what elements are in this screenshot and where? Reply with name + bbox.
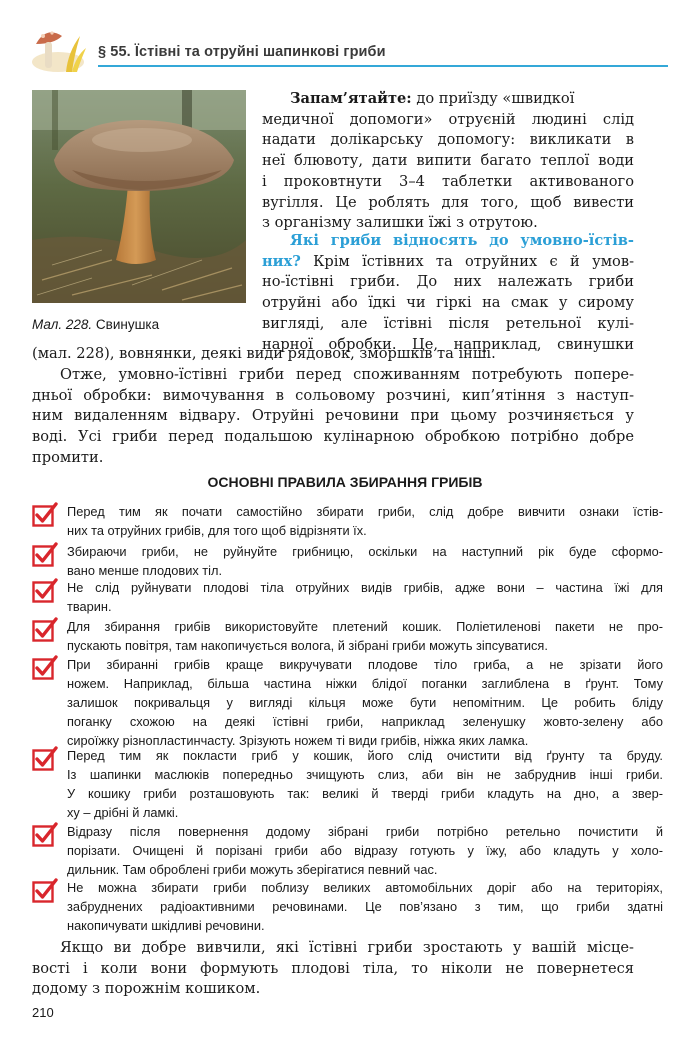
rule-line: поганку схожою на деякі їстівні гриби, наприклад зеленушку жовто-зелену або [67, 714, 663, 729]
red-checkbox-icon [32, 878, 58, 904]
rule-line: Для збирання грибів використовуйте плетений кошик. Поліетиленові пакети не про- [67, 619, 663, 634]
figure-caption [32, 317, 159, 332]
mushroom-leaf-icon [28, 22, 88, 78]
rule-line: тварин. [67, 599, 112, 614]
remember-label: Запам’ятайте: [290, 90, 412, 107]
text-line: (мал. 228), вовнянки, деякі види рядовок, зморшків та інші. [32, 345, 496, 362]
text-line: Отже, умовно-їстівні гриби перед споживанням потребують попере- [60, 366, 634, 383]
text-line: воді. Усі гриби перед подальшою кулінарною обробкою потрібно добре [32, 428, 634, 446]
rule-line: Перед тим як покласти гриб у кошик, його слід очистити від ґрунту та бруду. [67, 748, 663, 763]
conditional-paragraph-tail [32, 344, 634, 365]
text-line: промити. [32, 448, 104, 466]
text-line: но-їстівні гриби. До них належать гриби [262, 273, 634, 291]
rule-line: ножем. Наприклад, більша частина ніжки блідої поганки заглиблена в ґрунт. Тому [67, 676, 663, 691]
rule-text [67, 655, 663, 750]
text-line: дньої обробки: вимочування в сольовому розчині, кип’ятіння з наступ- [32, 386, 634, 404]
processing-paragraph [32, 365, 634, 469]
rule-text [67, 746, 663, 822]
closing-paragraph [32, 938, 634, 1000]
rule-text [67, 822, 663, 879]
rule-text [67, 542, 663, 580]
red-checkbox-icon [32, 655, 58, 681]
rule-line: залишок покривальця у вигляді кільця може бути непомітним. Це робить бліду [67, 695, 663, 710]
rule-line: У кошику гриби розташовують так: великі й тверді гриби кладуть на дно, а звер- [67, 786, 663, 801]
rule-line: Відразу після повернення додому зібрані гриби потрібно ретельно почистити й [67, 824, 663, 839]
text-line: ним видаленням відвару. Отруйні речовини при цьому розчиняється у [32, 407, 634, 425]
svynushka-image [32, 90, 246, 303]
header-divider [98, 65, 668, 67]
text-line: вугілля. Це роблять для того, щоб вивести [262, 193, 634, 211]
red-checkbox-icon [32, 746, 58, 772]
red-checkbox-icon [32, 822, 58, 848]
rule-line: сироїжку різнопластинчасту. Зрізують ножем ті види грибів, ніжка яких ламка. [67, 733, 529, 748]
section-title: § 55. Їстівні та отруйні шапинкові гриби [98, 44, 386, 60]
text-line: нарної обробки. Це, наприклад, свинушки [262, 335, 634, 353]
text-line: вості і коли вони формують плодові тіла, то ніколи не повернетеся [32, 959, 634, 977]
rule-text [67, 617, 663, 655]
mushroom-photo [32, 90, 246, 303]
rule-line: При збиранні грибів краще викручувати плодове тіло гриба, а не зрізати його [67, 657, 663, 672]
rule-line: Із шапинки маслюків попередньо зчищують слиз, аби він не забруднив інші гриби. [67, 767, 663, 782]
text-line: додому з порожнім кошиком. [32, 980, 261, 998]
rule-line: Не можна збирати гриби поблизу великих автомобільних доріг або на територіях, [67, 880, 663, 895]
rule-line: порізати. Очищені й порізані гриби або відразу готують у їжу, або кладуть у холо- [67, 843, 663, 858]
red-checkbox-icon [32, 617, 58, 643]
rule-text [67, 878, 663, 935]
rule-line: вано менше плодових тіл. [67, 563, 223, 578]
text-line: Крім їстівних та отруйних є й умов- [300, 252, 634, 270]
remember-paragraph [262, 89, 634, 234]
question-heading: Які гриби відносять до умовно-їстів- [290, 232, 634, 249]
rule-text [67, 578, 663, 616]
page-number: 210 [32, 1005, 54, 1020]
page-header [28, 22, 668, 78]
rule-line: ху – дрібні й ламкі. [67, 805, 179, 820]
caption-text: Свинушка [92, 317, 160, 332]
text-line: і проковтнути 3–4 таблетки активованого [262, 172, 634, 190]
red-checkbox-icon [32, 502, 58, 528]
rule-line: дильник. Там оброблені гриби можуть зберігатися певний час. [67, 862, 438, 877]
text-line: медичної допомоги» отруєній людині слід [262, 110, 634, 128]
rule-line: забруднених радіоактивними речовинами. Це пов’язано з тим, що гриби здатні [67, 899, 663, 914]
rule-line: Збираючи гриби, не руйнуйте грибницю, оскільки на наступний рік буде сформо- [67, 544, 663, 559]
rule-line: пускають повітря, там накопичується волога, й зібрані гриби можуть зіпсуватися. [67, 638, 548, 653]
text-line: надати долікарську допомогу: викликати в [262, 131, 634, 149]
rule-line: них та отруйних грибів, для того щоб відрізняти їх. [67, 523, 367, 538]
text-line: вигляді, але їстівні після ретельної кулі- [262, 314, 634, 332]
rule-line: накопичувати шкідливі речовини. [67, 918, 265, 933]
question-heading-end: них? [262, 252, 301, 270]
text-line: Якщо ви добре вивчили, які їстівні гриби зростають у вашій місце- [60, 939, 634, 956]
rule-text [67, 502, 663, 540]
text-line: отруйні або їдкі чи гіркі на смак у сирому [262, 294, 634, 312]
conditional-paragraph [262, 231, 634, 355]
text-line: з організму залишки їжі з отрутою. [262, 214, 538, 232]
caption-label: Мал. 228. [32, 317, 93, 332]
text-line: до приїзду «швидкої [411, 90, 575, 107]
rules-heading: ОСНОВНІ ПРАВИЛА ЗБИРАННЯ ГРИБІВ [207, 474, 483, 490]
red-checkbox-icon [32, 578, 58, 604]
rule-line: Перед тим як почати самостійно збирати гриби, слід добре вивчити ознаки їстів- [67, 504, 663, 519]
rule-line: Не слід руйнувати плодові тіла отруйних видів грибів, адже вони – частина їжі для [67, 580, 663, 595]
text-line: неї блювоту, дати випити багато теплої води [262, 152, 634, 170]
red-checkbox-icon [32, 542, 58, 568]
